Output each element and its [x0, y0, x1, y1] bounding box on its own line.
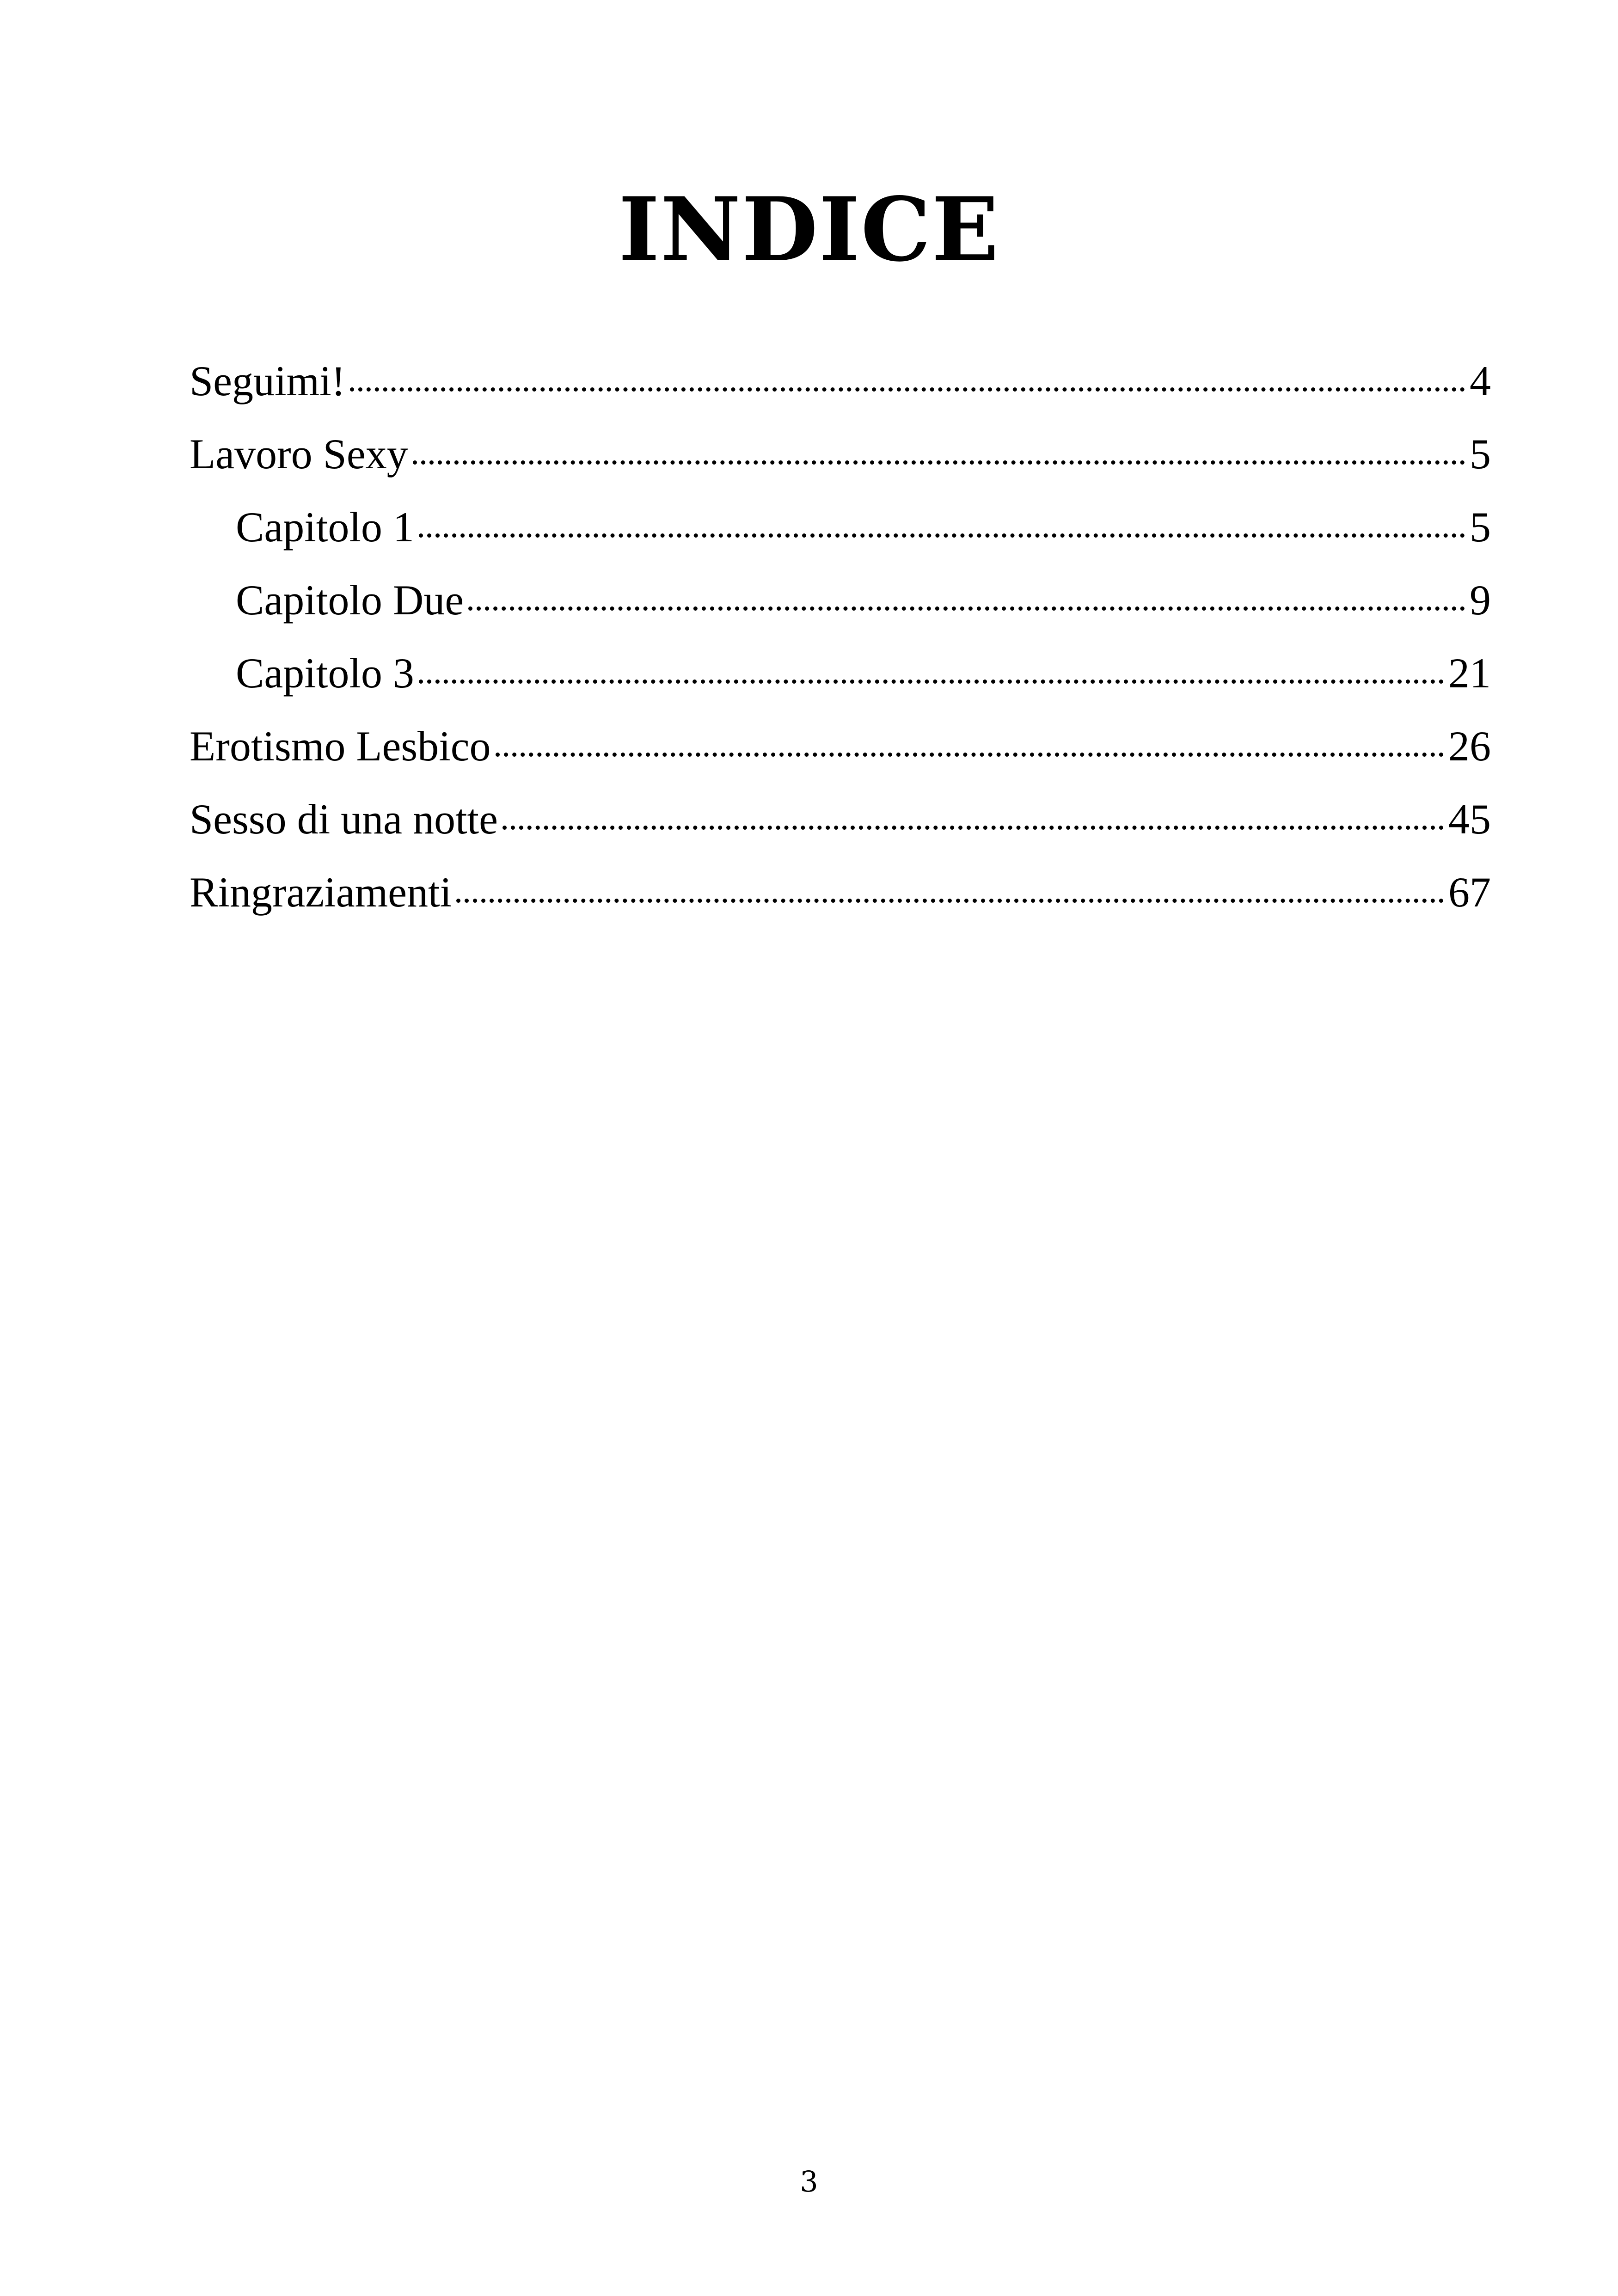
page-number: 3 [800, 2165, 818, 2198]
toc-dot-leader [468, 606, 1465, 611]
toc-entry-seguimi[interactable] [190, 344, 1491, 417]
toc-entry-label: Lavoro Sexy [190, 430, 408, 478]
toc-entry-capitolo-3[interactable] [190, 637, 1491, 710]
page-title: INDICE [618, 178, 1000, 282]
toc-dot-leader [350, 387, 1465, 392]
toc-entry-page: 21 [1448, 649, 1491, 697]
toc-entry-label: Capitolo 3 [236, 649, 414, 697]
toc-entry-ringraziamenti[interactable] [190, 856, 1491, 929]
toc-entry-page: 4 [1470, 357, 1491, 404]
toc-entry-label: Seguimi! [190, 357, 346, 404]
toc-entry-page: 67 [1448, 869, 1491, 916]
toc-entry-page: 26 [1448, 722, 1491, 770]
toc-entry-page: 45 [1448, 796, 1491, 843]
toc-entry-label: Capitolo 1 [236, 503, 414, 551]
toc-entry-label: Ringraziamenti [190, 869, 452, 916]
table-of-contents [190, 344, 1491, 929]
toc-dot-leader [496, 753, 1444, 757]
toc-entry-label: Capitolo Due [236, 576, 464, 624]
toc-entry-label: Erotismo Lesbico [190, 722, 491, 770]
toc-dot-leader [419, 533, 1465, 538]
toc-entry-erotismo-lesbico[interactable] [190, 710, 1491, 783]
toc-entry-capitolo-due[interactable] [190, 563, 1491, 637]
toc-entry-page: 5 [1470, 503, 1491, 551]
toc-dot-leader [413, 460, 1465, 465]
toc-entry-sesso-di-una-notte[interactable] [190, 783, 1491, 856]
toc-dot-leader [503, 826, 1444, 830]
toc-dot-leader [456, 899, 1444, 903]
toc-entry-page: 5 [1470, 430, 1491, 478]
toc-entry-label: Sesso di una notte [190, 796, 498, 843]
toc-entry-page: 9 [1470, 576, 1491, 624]
toc-dot-leader [419, 680, 1444, 684]
toc-entry-lavoro-sexy[interactable] [190, 417, 1491, 490]
toc-entry-capitolo-1[interactable] [190, 490, 1491, 563]
